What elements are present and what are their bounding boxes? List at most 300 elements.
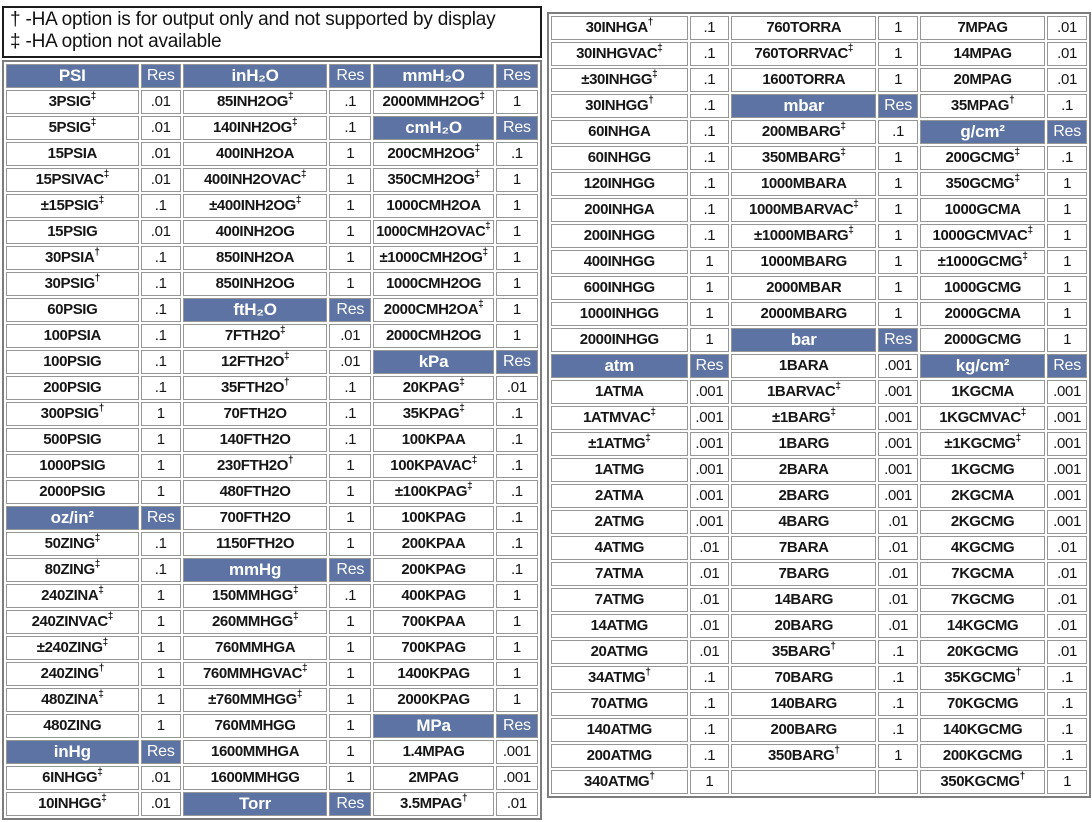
table-row <box>6 714 538 738</box>
range-cell: 60INHGA <box>551 120 688 144</box>
pressure-ranges-table-right <box>547 12 1091 798</box>
res-cell: .01 <box>690 536 730 560</box>
res-cell: .1 <box>141 194 181 218</box>
res-cell: 1 <box>329 454 371 478</box>
range-cell: 260MMHGG‡ <box>183 610 327 634</box>
res-cell: 1 <box>690 276 730 300</box>
res-cell: .1 <box>878 692 918 716</box>
res-cell: 1 <box>496 298 538 322</box>
res-cell: .1 <box>690 198 730 222</box>
table-row <box>6 272 538 296</box>
range-cell: 14ATMG <box>551 614 688 638</box>
footnote-marker: † <box>461 793 468 804</box>
footnote-marker: ‡ <box>478 299 484 310</box>
res-cell: 1 <box>1047 172 1087 196</box>
range-cell: ±1000GCMG‡ <box>920 250 1045 274</box>
range-cell: 1000MBARG <box>731 250 876 274</box>
res-cell: 1 <box>329 246 371 270</box>
range-cell: 100KPAVAC‡ <box>373 454 493 478</box>
footnote-marker: ‡ <box>94 533 100 544</box>
table-row <box>6 636 538 660</box>
footnote-marker: ‡ <box>287 91 294 102</box>
res-cell: 1 <box>690 250 730 274</box>
range-cell: 200KPAA <box>373 532 493 556</box>
range-cell: ±1BARG‡ <box>731 406 876 430</box>
range-cell: 700FTH2O <box>183 506 327 530</box>
unit-header-cell: atm <box>551 354 688 378</box>
table-row <box>551 770 1087 794</box>
res-cell: .1 <box>690 666 730 690</box>
res-cell: .1 <box>1047 146 1087 170</box>
res-header-cell: Res <box>141 506 181 530</box>
table-row <box>6 246 538 270</box>
table-row <box>6 298 538 322</box>
res-cell: .001 <box>690 432 730 456</box>
range-cell: 35MPAG† <box>920 94 1045 118</box>
range-cell: 2000MBAR <box>731 276 876 300</box>
unit-header-cell: MPa <box>373 714 493 738</box>
res-cell: 1 <box>496 688 538 712</box>
range-cell: 2000CMH2OA‡ <box>373 298 493 322</box>
res-cell: .001 <box>878 354 918 378</box>
footnote-marker: † <box>1019 771 1025 782</box>
res-cell: .1 <box>329 584 371 608</box>
table-row <box>551 276 1087 300</box>
table-row <box>6 454 538 478</box>
range-cell: 2000PSIG <box>6 480 139 504</box>
range-cell: 1150FTH2O <box>183 532 327 556</box>
table-row <box>6 90 538 114</box>
table-row <box>551 94 1087 118</box>
footnote-marker: ‡ <box>296 689 303 700</box>
range-cell: 2000MMH2OG‡ <box>373 90 493 114</box>
range-cell: ±1000CMH2OG‡ <box>373 246 493 270</box>
range-cell: ±30INHGG‡ <box>551 68 688 92</box>
range-cell: 1000INHGG <box>551 302 688 326</box>
res-cell: 1 <box>1047 328 1087 352</box>
range-cell: 340ATMG† <box>551 770 688 794</box>
range-cell: 850INH2OA <box>183 246 327 270</box>
range-cell: 350BARG† <box>731 744 876 768</box>
range-cell: 1.4MPAG <box>373 740 493 764</box>
footnote-marker: ‡ <box>471 455 477 466</box>
range-cell: 200INHGA <box>551 198 688 222</box>
unit-header-cell: mbar <box>731 94 876 118</box>
res-cell: .001 <box>496 766 538 790</box>
range-cell: 200BARG <box>731 718 876 742</box>
footnote-marker: † <box>1015 667 1021 678</box>
range-cell: 350GCMG‡ <box>920 172 1045 196</box>
range-cell: 150MMHGG‡ <box>183 584 327 608</box>
table-row <box>551 250 1087 274</box>
res-cell: 1 <box>329 610 371 634</box>
res-cell: .01 <box>1047 16 1087 40</box>
range-cell: 140INH2OG‡ <box>183 116 327 140</box>
footnote-marker: † <box>830 641 836 652</box>
range-cell: 7ATMA <box>551 562 688 586</box>
range-cell: 6INHGG‡ <box>6 766 139 790</box>
range-cell: 700KPAG <box>373 636 493 660</box>
range-cell: 30INHGA† <box>551 16 688 40</box>
res-cell: .1 <box>1047 692 1087 716</box>
res-cell: .001 <box>1047 432 1087 456</box>
res-cell: 1 <box>878 16 918 40</box>
footnote-marker: ‡ <box>835 381 841 392</box>
res-cell: .01 <box>1047 536 1087 560</box>
res-cell: .001 <box>1047 510 1087 534</box>
range-cell: 760TORRA <box>731 16 876 40</box>
range-cell: 2BARA <box>731 458 876 482</box>
res-cell: .1 <box>141 272 181 296</box>
res-cell: 1 <box>878 224 918 248</box>
res-cell: 1 <box>496 324 538 348</box>
table-row <box>551 354 1087 378</box>
res-cell: .001 <box>690 406 730 430</box>
range-cell: 1400KPAG <box>373 662 493 686</box>
res-header-cell: Res <box>329 792 371 816</box>
range-cell: 2BARG <box>731 484 876 508</box>
range-cell: 7MPAG <box>920 16 1045 40</box>
unit-header-cell: oz/in² <box>6 506 139 530</box>
table-row <box>6 168 538 192</box>
range-cell: 500PSIG <box>6 428 139 452</box>
res-cell: 1 <box>496 220 538 244</box>
range-cell: ±240ZING‡ <box>6 636 139 660</box>
range-cell: 5PSIG‡ <box>6 116 139 140</box>
res-cell: .001 <box>690 510 730 534</box>
range-cell: 600INHGG <box>551 276 688 300</box>
res-cell: .01 <box>1047 640 1087 664</box>
table-row <box>551 510 1087 534</box>
footnote-marker: ‡ <box>101 793 107 804</box>
footnote-marker: † <box>287 455 294 466</box>
range-cell: 80ZING‡ <box>6 558 139 582</box>
footnote-marker: ‡ <box>1014 147 1020 158</box>
footnote-marker: ‡ <box>847 43 854 54</box>
footnote-marker: ‡ <box>97 767 103 778</box>
res-cell: 1 <box>141 714 181 738</box>
footnote-marker: ‡ <box>652 69 658 80</box>
range-cell: 7BARA <box>731 536 876 560</box>
res-cell: 1 <box>141 662 181 686</box>
footnote-marker: ‡ <box>301 169 307 180</box>
res-cell: .001 <box>878 380 918 404</box>
range-cell: 35KGCMG† <box>920 666 1045 690</box>
res-cell: .01 <box>329 350 371 374</box>
range-cell: 200CMH2OG‡ <box>373 142 493 166</box>
res-cell: 1 <box>878 42 918 66</box>
footnote-marker: ‡ <box>90 117 96 128</box>
footnote-marker: ‡ <box>292 585 299 596</box>
footnote-marker: † <box>648 95 654 106</box>
table-row <box>551 406 1087 430</box>
res-cell: .01 <box>141 142 181 166</box>
range-cell: 2000INHGG <box>551 328 688 352</box>
res-cell: 1 <box>1047 302 1087 326</box>
range-cell: 760MMHGA <box>183 636 327 660</box>
footnote-marker: ‡ <box>1027 225 1033 236</box>
res-cell: .001 <box>878 458 918 482</box>
range-cell: 4BARG <box>731 510 876 534</box>
range-cell: 2KGCMG <box>920 510 1045 534</box>
res-cell: .1 <box>878 640 918 664</box>
res-cell: .01 <box>141 766 181 790</box>
footnote-marker: ‡ <box>292 611 299 622</box>
range-cell: 70FTH2O <box>183 402 327 426</box>
footnote-marker: ‡ <box>645 433 651 444</box>
range-cell: ±760MMHGG‡ <box>183 688 327 712</box>
res-cell: .01 <box>878 510 918 534</box>
table-row <box>6 376 538 400</box>
range-cell: 350KGCMG† <box>920 770 1045 794</box>
pressure-ranges-table-left <box>2 60 542 820</box>
res-cell: .01 <box>496 376 538 400</box>
footnote-marker: ‡ <box>302 663 308 674</box>
range-cell: 1000CMH2OVAC‡ <box>373 220 493 244</box>
res-cell: .01 <box>878 588 918 612</box>
range-cell: 1000GCMA <box>920 198 1045 222</box>
range-cell: 760MMHGG <box>183 714 327 738</box>
table-row <box>551 536 1087 560</box>
range-cell: 12FTH2O‡ <box>183 350 327 374</box>
range-cell: 1000MBARA <box>731 172 876 196</box>
res-cell: 1 <box>690 770 730 794</box>
range-cell: 15PSIVAC‡ <box>6 168 139 192</box>
range-cell: 2000KPAG <box>373 688 493 712</box>
table-row <box>551 68 1087 92</box>
res-cell: .001 <box>878 432 918 456</box>
range-cell: 20BARG <box>731 614 876 638</box>
res-cell: 1 <box>1047 276 1087 300</box>
table-row <box>551 562 1087 586</box>
res-cell: 1 <box>496 610 538 634</box>
range-cell: 4KGCMG <box>920 536 1045 560</box>
res-cell: 1 <box>496 194 538 218</box>
range-cell: 200MBARG‡ <box>731 120 876 144</box>
unit-header-cell: inH₂O <box>183 64 327 88</box>
unit-header-cell: kg/cm² <box>920 354 1045 378</box>
range-cell: 2000GCMG <box>920 328 1045 352</box>
range-cell: 140FTH2O <box>183 428 327 452</box>
res-cell: .01 <box>141 792 181 816</box>
res-cell: 1 <box>329 194 371 218</box>
footnote-marker: ‡ <box>1015 433 1021 444</box>
range-cell: 2000CMH2OG <box>373 324 493 348</box>
table-row <box>6 584 538 608</box>
res-cell: 1 <box>878 146 918 170</box>
range-cell: 4ATMG <box>551 536 688 560</box>
table-row <box>551 198 1087 222</box>
table-row <box>551 718 1087 742</box>
res-cell: 1 <box>690 328 730 352</box>
range-cell: 100KPAG <box>373 506 493 530</box>
unit-header-cell: cmH₂O <box>373 116 493 140</box>
range-cell: 230FTH2O† <box>183 454 327 478</box>
footnote-marker: ‡ <box>830 407 836 418</box>
res-cell: .1 <box>141 376 181 400</box>
range-cell: 1KGCMVAC‡ <box>920 406 1045 430</box>
res-cell: 1 <box>1047 250 1087 274</box>
range-cell: ±100KPAG‡ <box>373 480 493 504</box>
table-row <box>6 220 538 244</box>
res-cell: 1 <box>329 688 371 712</box>
res-header-cell: Res <box>878 94 918 118</box>
range-cell: 70KGCMG <box>920 692 1045 716</box>
res-cell: .1 <box>1047 744 1087 768</box>
footnote-marker: † <box>649 771 655 782</box>
range-cell: 1000MBARVAC‡ <box>731 198 876 222</box>
footnotes-box <box>2 6 542 58</box>
footnote-marker: ‡ <box>291 117 298 128</box>
res-cell: .1 <box>141 246 181 270</box>
range-cell: 7KGCMA <box>920 562 1045 586</box>
range-cell: 2ATMG <box>551 510 688 534</box>
res-cell: 1 <box>141 688 181 712</box>
range-cell: 1000CMH2OA <box>373 194 493 218</box>
res-cell: .1 <box>329 402 371 426</box>
res-cell: 1 <box>496 272 538 296</box>
range-cell: 100PSIA <box>6 324 139 348</box>
range-cell: 140BARG <box>731 692 876 716</box>
res-cell: 1 <box>329 168 371 192</box>
table-row <box>6 766 538 790</box>
res-cell: .01 <box>1047 614 1087 638</box>
footnote-marker: ‡ <box>94 559 100 570</box>
res-cell: 1 <box>496 90 538 114</box>
res-cell: 1 <box>329 142 371 166</box>
range-cell: 1000PSIG <box>6 454 139 478</box>
range-cell <box>731 770 876 794</box>
range-cell: 7BARG <box>731 562 876 586</box>
table-row <box>6 324 538 348</box>
range-cell: 100KPAA <box>373 428 493 452</box>
unit-header-cell: ftH₂O <box>183 298 327 322</box>
range-cell: 1KGCMA <box>920 380 1045 404</box>
res-cell: .1 <box>141 558 181 582</box>
table-row <box>6 506 538 530</box>
range-cell: 34ATMG† <box>551 666 688 690</box>
range-cell: 1ATMVAC‡ <box>551 406 688 430</box>
range-cell: 35KPAG‡ <box>373 402 493 426</box>
range-cell: 100PSIG <box>6 350 139 374</box>
range-cell: 1ATMA <box>551 380 688 404</box>
res-cell: 1 <box>329 636 371 660</box>
table-row <box>551 666 1087 690</box>
range-cell: 1000GCMG <box>920 276 1045 300</box>
range-cell: 10INHGG‡ <box>6 792 139 816</box>
range-cell: 20KPAG‡ <box>373 376 493 400</box>
res-cell: .1 <box>329 90 371 114</box>
footnote-marker: † <box>645 667 651 678</box>
footnote-marker: ‡ <box>295 195 302 206</box>
range-cell: 200KGCMG <box>920 744 1045 768</box>
table-row <box>551 224 1087 248</box>
res-cell: .1 <box>690 744 730 768</box>
res-cell: .001 <box>690 458 730 482</box>
res-cell: .1 <box>496 480 538 504</box>
range-cell: 70ATMG <box>551 692 688 716</box>
range-cell: 14KGCMG <box>920 614 1045 638</box>
res-cell: 1 <box>878 68 918 92</box>
res-cell: 1 <box>878 276 918 300</box>
footnote-marker: ‡ <box>98 585 104 596</box>
res-cell: 1 <box>878 172 918 196</box>
res-header-cell: Res <box>496 714 538 738</box>
res-cell: 1 <box>329 480 371 504</box>
res-cell: .01 <box>878 562 918 586</box>
footnote-marker: † <box>834 745 840 756</box>
table-row <box>551 484 1087 508</box>
range-cell: ±1000MBARG‡ <box>731 224 876 248</box>
table-row <box>6 428 538 452</box>
right-column <box>547 10 1091 798</box>
table-row <box>551 120 1087 144</box>
footnote-marker: ‡ <box>284 351 290 362</box>
range-cell: 60INHGG <box>551 146 688 170</box>
range-cell: 200GCMG‡ <box>920 146 1045 170</box>
range-cell: 2000GCMA <box>920 302 1045 326</box>
unit-header-cell: bar <box>731 328 876 352</box>
res-cell <box>878 770 918 794</box>
table-row <box>551 458 1087 482</box>
range-cell: 400KPAG <box>373 584 493 608</box>
res-cell: .1 <box>690 692 730 716</box>
range-cell: ±15PSIG‡ <box>6 194 139 218</box>
res-cell: .1 <box>496 558 538 582</box>
res-cell: .01 <box>690 588 730 612</box>
table-row <box>6 116 538 140</box>
table-row <box>6 194 538 218</box>
footnote-marker: ‡ <box>98 195 104 206</box>
res-cell: .01 <box>1047 562 1087 586</box>
table-row <box>551 16 1087 40</box>
res-cell: 1 <box>329 272 371 296</box>
range-cell: 2ATMA <box>551 484 688 508</box>
res-cell: .1 <box>690 94 730 118</box>
range-cell: 30INHGVAC‡ <box>551 42 688 66</box>
res-cell: .001 <box>690 484 730 508</box>
table-row <box>6 532 538 556</box>
unit-header-cell: Torr <box>183 792 327 816</box>
res-cell: 1 <box>329 766 371 790</box>
res-cell: 1 <box>690 302 730 326</box>
res-header-cell: Res <box>496 350 538 374</box>
range-cell: 35BARG† <box>731 640 876 664</box>
range-cell: 2000MBARG <box>731 302 876 326</box>
res-cell: .1 <box>496 454 538 478</box>
res-header-cell: Res <box>496 116 538 140</box>
footnote-marker: ‡ <box>474 143 480 154</box>
res-cell: .1 <box>329 428 371 452</box>
footnote-marker: ‡ <box>474 169 480 180</box>
res-header-cell: Res <box>690 354 730 378</box>
res-cell: .01 <box>141 90 181 114</box>
res-header-cell: Res <box>141 64 181 88</box>
table-row <box>6 610 538 634</box>
table-row <box>6 688 538 712</box>
range-cell: 1KGCMG <box>920 458 1045 482</box>
res-cell: .01 <box>141 168 181 192</box>
range-cell: 3.5MPAG† <box>373 792 493 816</box>
table-row <box>6 402 538 426</box>
footnote-marker: ‡ <box>467 481 473 492</box>
range-cell: 400INHGG <box>551 250 688 274</box>
res-cell: .01 <box>690 562 730 586</box>
res-cell: 1 <box>141 480 181 504</box>
footnote-marker: † <box>94 273 100 284</box>
res-cell: 1 <box>496 584 538 608</box>
footnote-marker: ‡ <box>853 199 859 210</box>
